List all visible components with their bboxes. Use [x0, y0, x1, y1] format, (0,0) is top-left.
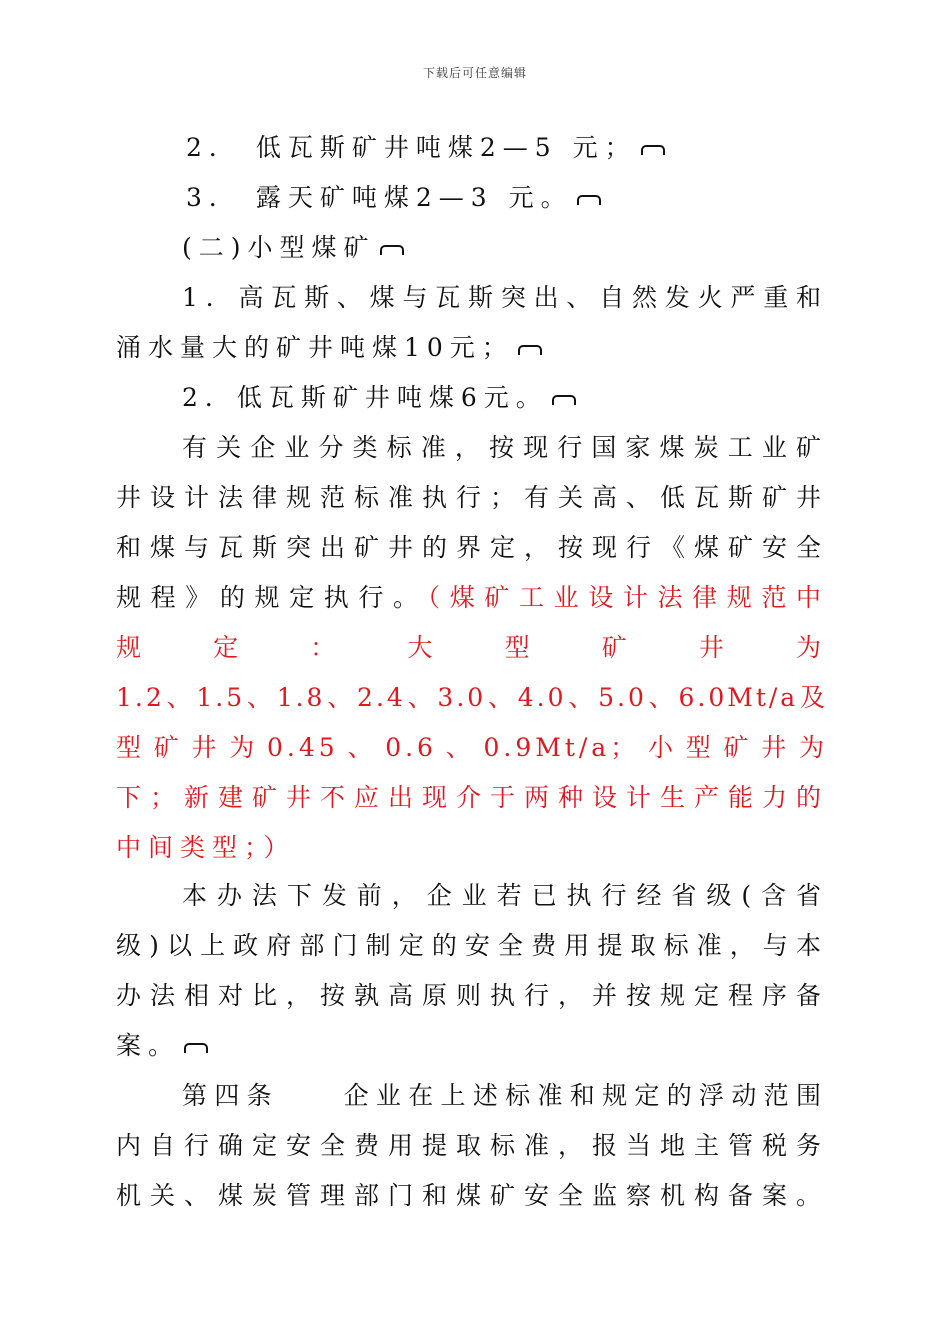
- text-span: (二)小型煤矿: [182, 233, 376, 262]
- text-line: 井设计法律规范标准执行；有关高、低瓦斯矿井: [116, 483, 828, 512]
- text-line: [116, 1026, 208, 1066]
- text-line: 级)以上政府部门制定的安全费用提取标准，与本: [116, 931, 828, 960]
- text-line: 内自行确定安全费用提取标准，报当地主管税务: [116, 1131, 828, 1160]
- text-span: 规程》的规定执行。: [116, 583, 428, 612]
- text-span: 案。: [116, 1031, 181, 1060]
- text-line: [186, 178, 601, 218]
- text-line: [116, 578, 828, 618]
- text-line: 本办法下发前，企业若已执行经省级(含省: [182, 881, 828, 910]
- paragraph-mark-icon: [641, 145, 665, 155]
- article-heading-line: 第四条 企业在上述标准和规定的浮动范围: [182, 1081, 828, 1110]
- red-text-line: 1.2、1.5、1.8、2.4、3.0、4.0、5.0、6.0Mt/a及: [116, 683, 828, 712]
- red-text-line: 规定：大型矿井为: [116, 633, 828, 662]
- text-line: [182, 378, 576, 418]
- page-header: 下载后可任意编辑: [422, 66, 527, 80]
- text-line: 和煤与瓦斯突出矿井的界定，按现行《煤矿安全: [116, 533, 828, 562]
- text-line: 办法相对比，按孰高原则执行，并按规定程序备: [116, 981, 828, 1010]
- paragraph-mark-icon: [552, 395, 576, 405]
- red-text-line: 下；新建矿井不应出现介于两种设计生产能力的: [116, 783, 828, 812]
- text-span: 3． 露天矿吨煤2—3 元。: [186, 183, 573, 212]
- text-line: [186, 128, 665, 168]
- red-text-line: 中间类型；）: [116, 833, 296, 862]
- paragraph-mark-icon: [184, 1043, 208, 1053]
- text-line: [116, 328, 542, 368]
- text-span: 涌水量大的矿井吨煤10元；: [116, 333, 514, 362]
- paragraph-mark-icon: [518, 345, 542, 355]
- text-line: 1．高瓦斯、煤与瓦斯突出、自然发火严重和: [182, 283, 828, 312]
- text-line: 机关、煤炭管理部门和煤矿安全监察机构备案。: [116, 1181, 828, 1210]
- text-span: 2． 低瓦斯矿井吨煤2—5 元；: [186, 133, 637, 162]
- paragraph-mark-icon: [380, 245, 404, 255]
- red-text-line: 型矿井为0.45、0.6、0.9Mt/a；小型矿井为: [116, 733, 828, 762]
- paragraph-mark-icon: [577, 195, 601, 205]
- red-note-span: （煤矿工业设计法律规范中: [427, 583, 828, 612]
- text-line: [182, 228, 404, 268]
- text-line: 有关企业分类标准，按现行国家煤炭工业矿: [182, 433, 828, 462]
- text-span: 2．低瓦斯矿井吨煤6元。: [182, 383, 548, 412]
